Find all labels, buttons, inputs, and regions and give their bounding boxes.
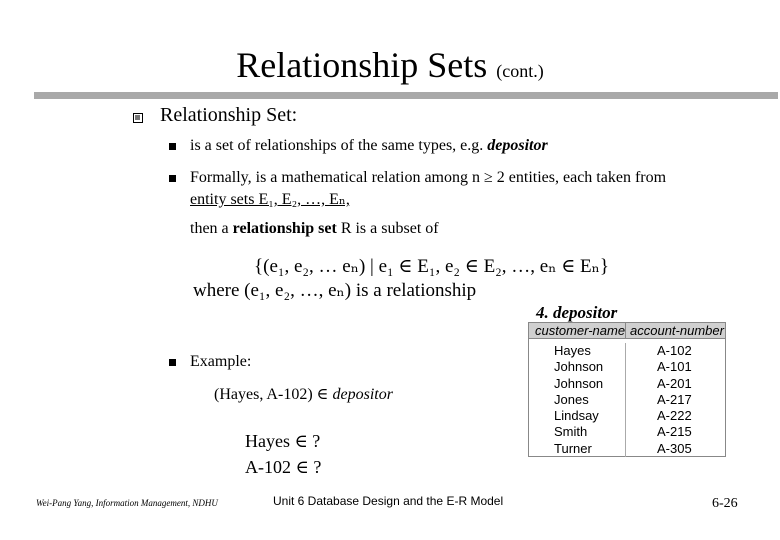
section-heading: Relationship Set:	[160, 104, 298, 126]
set-expression: {(e₁, e₂, … eₙ) | e₁ ∈ E₁, e₂ ∈ E₂, …, eₙ ∈ Eₙ}	[254, 256, 609, 277]
example-label: Example:	[190, 353, 252, 370]
table-cell: A-215	[657, 424, 692, 440]
bullet-icon	[169, 175, 176, 182]
question-account: A-102 ∈ ?	[245, 457, 322, 477]
example-expression	[214, 384, 393, 404]
formal-line-2: entity sets E₁, E₂, …, Eₙ,	[190, 191, 350, 208]
page-number: 6-26	[712, 496, 738, 511]
title-divider	[34, 92, 778, 99]
example-member: ∈	[316, 386, 329, 403]
table-cell: A-102	[657, 343, 692, 358]
table-title: 4. depositor	[536, 303, 618, 322]
title-suffix: (cont.)	[496, 61, 544, 81]
subset-suffix: R is a subset of	[340, 220, 439, 237]
square-bullet-icon	[133, 113, 143, 123]
table-body	[529, 339, 725, 457]
table-header	[529, 323, 725, 339]
footer-author: Wei-Pang Yang, Information Management, NDHU	[36, 498, 218, 508]
subset-prefix: then a	[190, 220, 229, 237]
table-cell: Smith	[554, 424, 588, 440]
table-cell: A-201	[657, 375, 692, 391]
table-cell: Jones	[554, 391, 589, 407]
subset-line	[190, 220, 439, 238]
account-column	[626, 343, 725, 457]
example-set: depositor	[332, 386, 393, 403]
table-cell: Turner	[554, 440, 592, 456]
definition-term: depositor	[487, 137, 548, 154]
subset-bold: relationship set	[232, 220, 337, 237]
formal-line-1: Formally, is a mathematical relation among n ≥ 2 entities, each taken from	[190, 169, 667, 186]
example-pair: (Hayes, A-102)	[214, 386, 313, 403]
bullet-definition	[190, 137, 548, 155]
table-cell: A-217	[657, 391, 692, 407]
title-text: Relationship Sets	[236, 45, 488, 85]
question-hayes: Hayes ∈ ?	[245, 431, 321, 451]
table-cell: Hayes	[554, 343, 591, 358]
slide-title	[0, 44, 780, 86]
where-line: where (e₁, e₂, …, eₙ) is a relationship	[193, 280, 477, 301]
table-cell: A-305	[657, 440, 692, 456]
header-customer-name: customer-name	[529, 323, 626, 338]
bullet-icon	[169, 143, 176, 150]
table-cell: A-101	[657, 359, 692, 375]
header-account-number: account-number	[630, 323, 724, 338]
footer-unit: Unit 6 Database Design and the E-R Model	[273, 494, 504, 508]
bullet-icon	[169, 359, 176, 366]
table-cell: Lindsay	[554, 408, 599, 424]
table-cell: Johnson	[554, 359, 604, 375]
customer-column	[529, 343, 626, 457]
depositor-table	[528, 322, 726, 457]
table-cell: Johnson	[554, 375, 604, 391]
table-cell: A-222	[657, 408, 692, 424]
definition-text: is a set of relationships of the same types, e.g.	[190, 137, 484, 154]
